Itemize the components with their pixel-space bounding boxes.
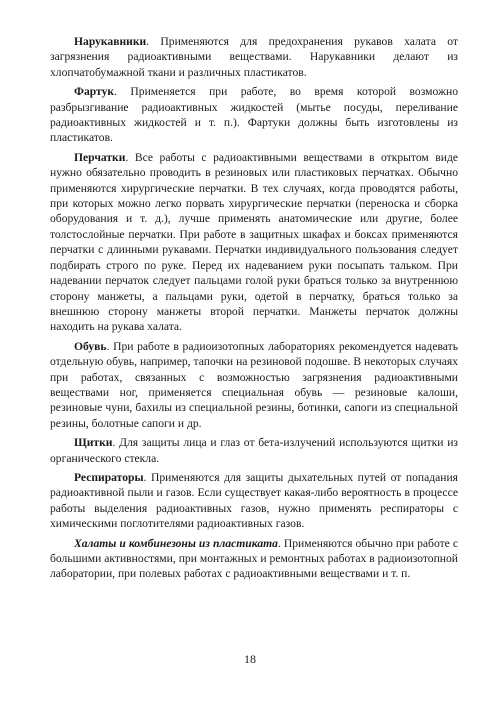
paragraph-text: . При работе в радиоизотопных лабораториях рекомендуется надевать отдельную обувь, например, тапочки на резиновой подошве. В некоторых случаях при работах, связанных с возможностью загрязнения радиоактивными веществами ног, применяется специальная обувь — резиновые калоши, резиновые чуни, бахилы из специальной резины, ботинки, сапоги из специальной резины, болотные сапоги и др. <box>50 339 458 430</box>
paragraph-coveralls <box>50 536 458 582</box>
paragraph-shields <box>50 435 458 466</box>
paragraph-respirators <box>50 470 458 532</box>
page-number: 18 <box>244 652 256 666</box>
paragraph-text: . Все работы с радиоактивными веществами в открытом виде нужно обязательно проводить в резиновых или пластиковых перчатках. Обычно применяются хирургические перчатки. В тех случаях, когда проводятся работы, при которых можно легко порвать хирургические перчатки (переноска и сборка оборудования и т. д.), лучше применять анатомические или другие, более толстослойные перчатки. При работе в защитных шкафах и боксах применяются перчатки с длинными рукавами. Перчатки индивидуального пользования следует подбирать строго по руке. Перед их надеванием руки посыпать тальком. При надевании перчаток следует пальцами голой руки браться только за внутреннюю сторону манжеты, а пальцами руки, одетой в перчатку, браться только за внешнюю сторону манжеты второй перчатки. Манжеты перчаток должны находить на рукава халата. <box>50 150 458 334</box>
term-footwear: Обувь <box>74 339 107 353</box>
paragraph-text: . Применяются обычно при работе с большими активностями, при монтажных и ремонтных работах в радиоизотопной лаборатории, при полевых работах с радиоактивными веществами и т. п. <box>50 536 458 581</box>
page-body <box>50 34 458 582</box>
paragraph-text: . Применяется при работе, во время которой возможно разбрызгивание радиоактивных жидкостей (мытье посуды, переливание радиоактивных жидкостей и т. п.). Фартуки должны быть изготовлены из пластикатов. <box>50 85 458 145</box>
term-gloves: Перчатки <box>74 150 126 164</box>
paragraph-text: . Применяются для защиты дыхательных путей от попадания радиоактивной пыли и газов. Если существует какая-либо вероятность в процессе работы выделения радиоактивных газов, нужно применять респираторы с химическими поглотителями радиоактивных газов. <box>50 470 458 531</box>
term-shields: Щитки <box>74 436 113 450</box>
term-armlets: Нарукавники <box>74 35 147 48</box>
paragraph-footwear <box>50 339 458 431</box>
paragraph-text: . Для защиты лица и глаз от бета-излучений используются щитки из органического стекла. <box>50 436 458 465</box>
term-apron: Фартук <box>74 85 115 99</box>
paragraph-apron <box>50 84 458 146</box>
paragraph-armlets <box>50 34 458 80</box>
paragraph-text: . Применяются для предохранения рукавов халата от загрязнения радиоактивными веществами. Нарукавники делают из хлопчатобумажной ткани и различных пластикатов. <box>50 35 458 79</box>
term-respirators: Респираторы <box>74 470 144 484</box>
term-coveralls: Халаты и комбинезоны из пластиката <box>74 536 278 550</box>
paragraph-gloves <box>50 150 458 335</box>
